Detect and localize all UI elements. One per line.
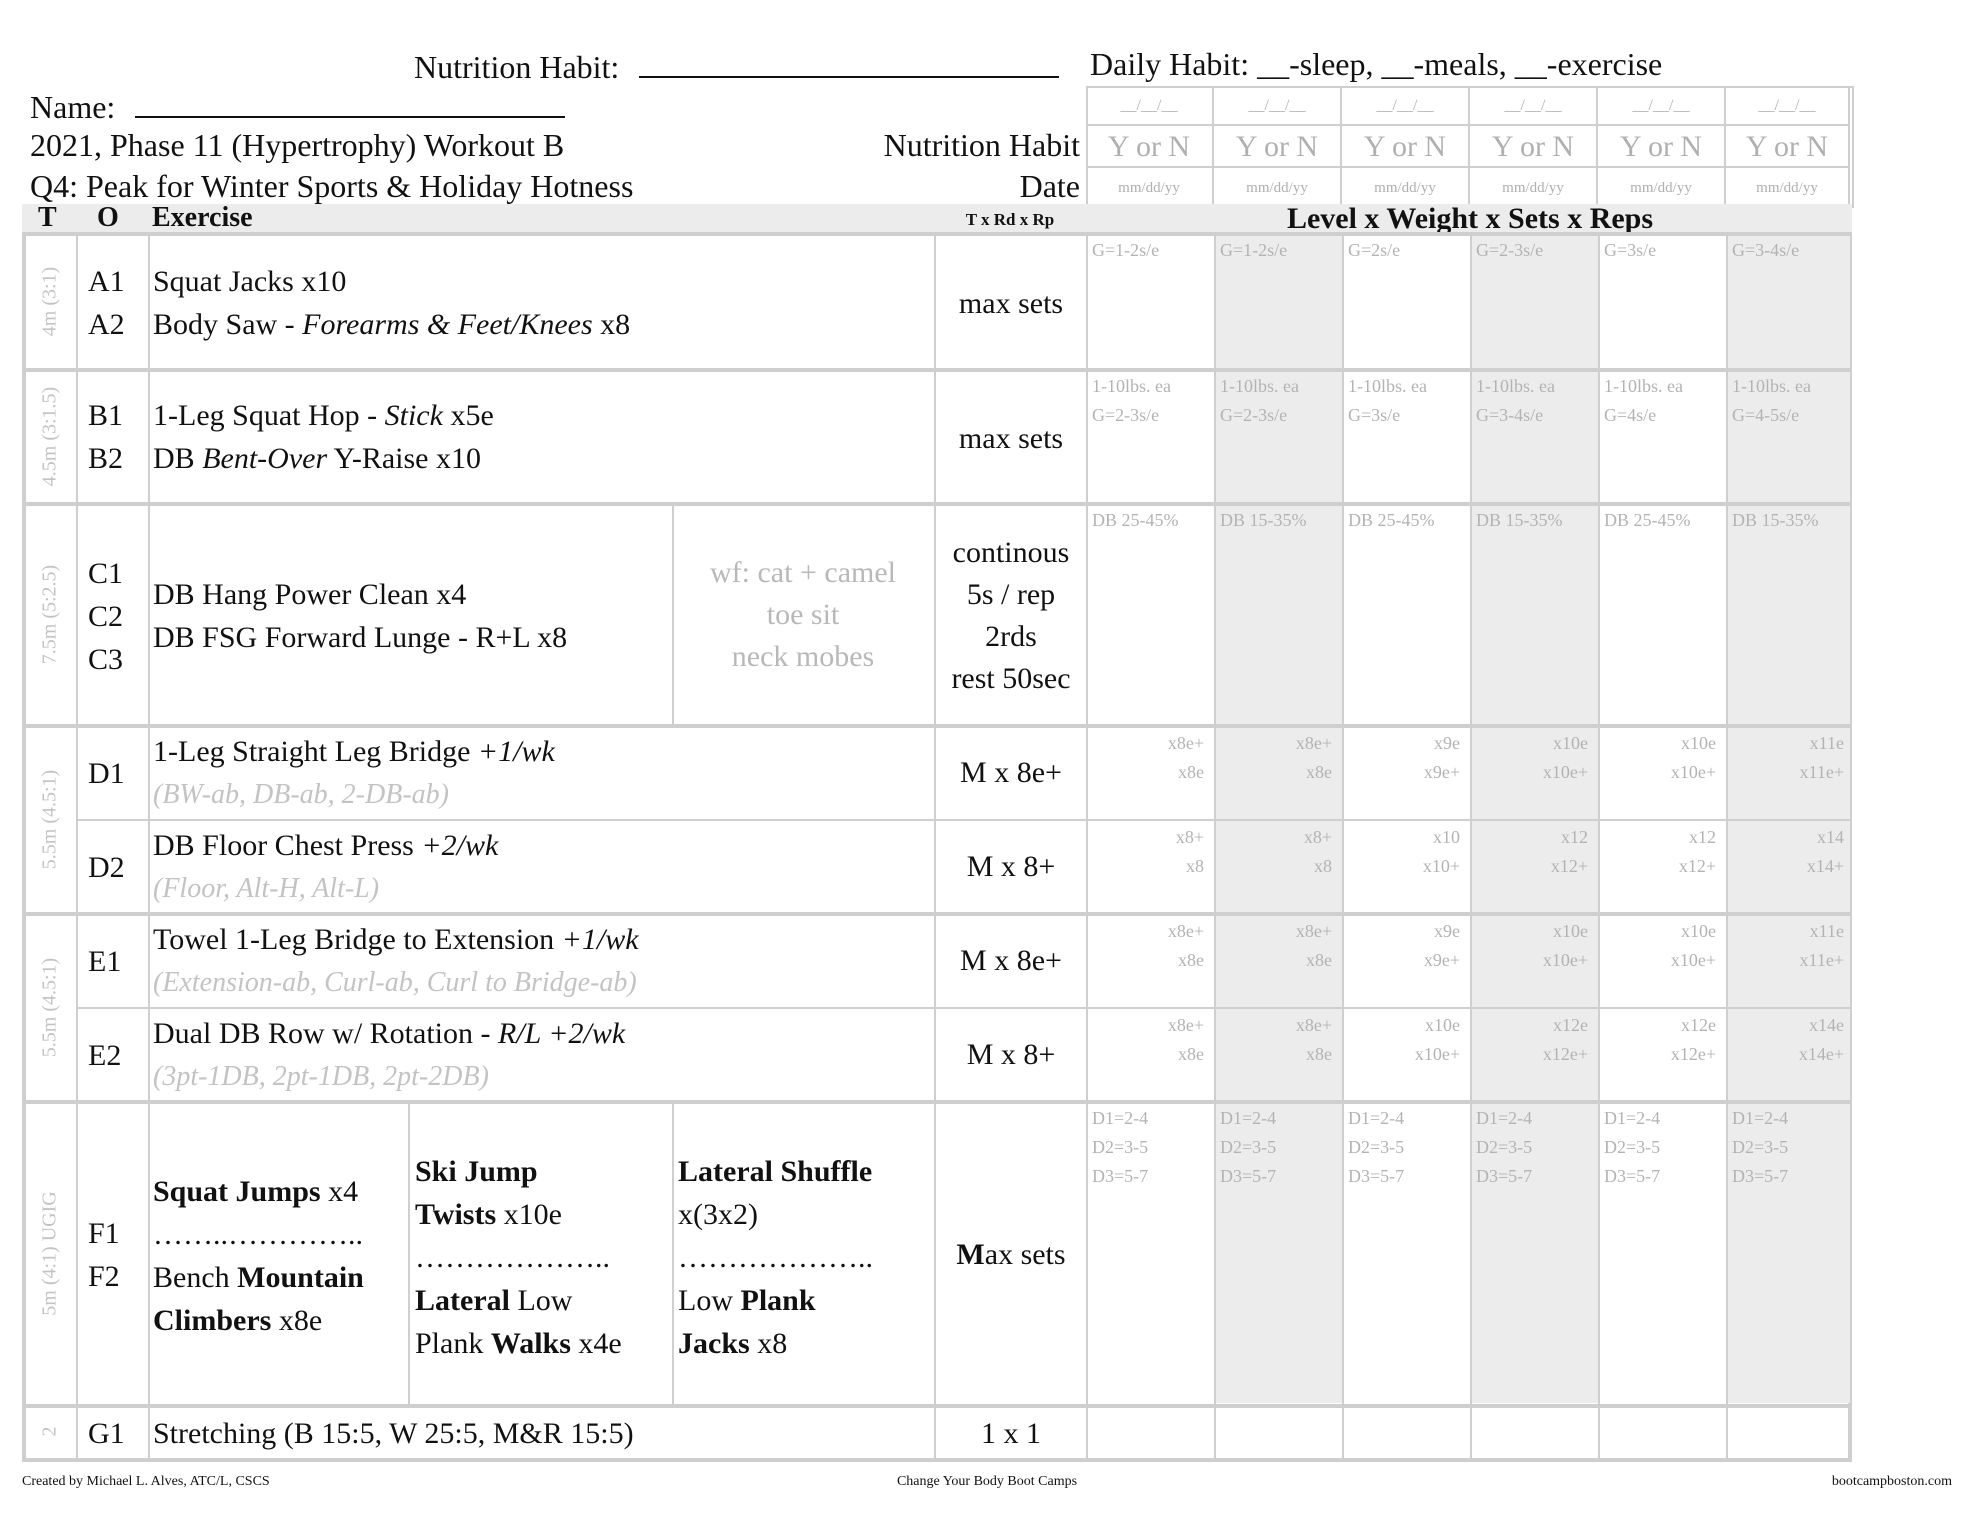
- block-b-week-6-line: 1-10lbs. ea: [1732, 376, 1811, 396]
- block-b-week-1[interactable]: [1092, 372, 1204, 430]
- block-b-week-2-line: 1-10lbs. ea: [1220, 376, 1299, 396]
- exercise-f-col1: Squat Jumps x4 ……..………….. Bench Mountain Climbers x8e: [153, 1175, 364, 1337]
- vline-w4: [1470, 236, 1472, 1458]
- block-d1-week-3[interactable]: [1348, 729, 1460, 787]
- order-f2: F2: [88, 1260, 120, 1293]
- order-f1: F1: [88, 1217, 120, 1250]
- time-block-f: 5m (4:1) UGIG: [38, 1191, 61, 1316]
- block-d2-week-1-line: x8: [1186, 856, 1204, 876]
- block-b-week-6-line: G=4-5s/e: [1732, 405, 1800, 425]
- hline-f-g: [22, 1404, 1852, 1408]
- prescription-c-line-2: 5s / rep: [966, 578, 1056, 611]
- exercise-a1: Squat Jacks x10: [153, 265, 347, 298]
- block-f-week-5-line: D1=2-4: [1604, 1108, 1661, 1128]
- block-e2-week-1-line: x8e: [1178, 1044, 1204, 1064]
- block-e2-week-3-line: x10e+: [1414, 1044, 1460, 1064]
- order-b1: B1: [88, 399, 124, 432]
- workout-title: 2021, Phase 11 (Hypertrophy) Workout B: [30, 127, 565, 163]
- block-d1-week-1-line: x8e+: [1167, 733, 1204, 753]
- time-block-b: 4.5m (3:1.5): [38, 386, 61, 487]
- block-b-week-5[interactable]: [1604, 372, 1716, 430]
- block-e1-week-4[interactable]: [1476, 917, 1588, 975]
- vline-log: [1086, 236, 1088, 1458]
- hline-d-e: [22, 912, 1852, 916]
- block-a-week-2[interactable]: [1220, 236, 1332, 265]
- order-a2: A2: [88, 308, 125, 341]
- exercise-c1: DB Hang Power Clean x4: [153, 578, 467, 611]
- block-e1-week-3-line: x9e+: [1423, 950, 1460, 970]
- exercise-d1-variations: (BW-ab, DB-ab, 2-DB-ab): [153, 779, 449, 810]
- prescription-e2: M x 8+: [966, 1038, 1056, 1071]
- time-block-d: 5.5m (4.5:1): [38, 769, 61, 870]
- block-e2-week-5-line: x12e: [1681, 1015, 1716, 1035]
- week-date-top-3[interactable]: __/__/__: [1342, 86, 1470, 126]
- block-d1-week-5-line: x10e+: [1670, 762, 1716, 782]
- order-g1: G1: [88, 1417, 125, 1450]
- block-d1-week-2-line: x8e+: [1295, 733, 1332, 753]
- nutrition-row-label: Nutrition Habit: [883, 127, 1080, 163]
- block-d1-week-4-line: x10e: [1553, 733, 1588, 753]
- block-c-week-2-line: DB 15-35%: [1220, 510, 1307, 530]
- date-row-label: Date: [1019, 168, 1080, 204]
- warmup-line-3: neck mobes: [731, 640, 875, 673]
- block-b-week-3-line: G=3s/e: [1348, 405, 1401, 425]
- week-date-5[interactable]: mm/dd/yy: [1598, 168, 1726, 208]
- name-label: Name:: [30, 89, 116, 125]
- block-c-week-3-line: DB 25-45%: [1348, 510, 1435, 530]
- block-c-week-1[interactable]: [1092, 506, 1204, 535]
- block-c-week-3[interactable]: [1348, 506, 1460, 535]
- footer-website: bootcampboston.com: [1831, 1474, 1952, 1489]
- block-a-week-2-line: G=1-2s/e: [1220, 240, 1288, 260]
- block-d2-week-5-line: x12+: [1678, 856, 1716, 876]
- exercise-e1: Towel 1-Leg Bridge to Extension +1/wk (Extension-ab, Curl-ab, Curl to Bridge-ab): [153, 918, 639, 1004]
- prescription-d1: M x 8e+: [960, 756, 1062, 789]
- week-nutrition-yn-5[interactable]: Y or N: [1598, 126, 1726, 168]
- name-line: [30, 86, 565, 126]
- block-d2-week-3-line: x10: [1433, 827, 1460, 847]
- week-nutrition-yn-2[interactable]: Y or N: [1214, 126, 1342, 168]
- block-e2-week-4-line: x12e+: [1542, 1044, 1588, 1064]
- block-b-week-5-line: 1-10lbs. ea: [1604, 376, 1683, 396]
- block-c-week-1-line: DB 25-45%: [1092, 510, 1179, 530]
- week-nutrition-yn-6[interactable]: Y or N: [1726, 126, 1850, 168]
- exercise-e1-variations: (Extension-ab, Curl-ab, Curl to Bridge-ab): [153, 967, 637, 998]
- block-a-week-4-line: G=2-3s/e: [1476, 240, 1544, 260]
- week-date-top-4[interactable]: __/__/__: [1470, 86, 1598, 126]
- order-d1: D1: [88, 757, 125, 790]
- vline-exercise: [148, 236, 150, 1458]
- exercise-e2: Dual DB Row w/ Rotation - R/L +2/wk (3pt-1DB, 2pt-1DB, 2pt-2DB): [153, 1012, 625, 1098]
- block-b-week-2[interactable]: [1220, 372, 1332, 430]
- prescription-a: max sets: [958, 287, 1064, 320]
- block-f-week-5-line: D3=5-7: [1604, 1166, 1661, 1186]
- time-block-e: 5.5m (4.5:1): [38, 957, 61, 1058]
- block-a-week-4[interactable]: [1476, 236, 1588, 265]
- order-c: [88, 552, 123, 681]
- col-log: Level x Weight x Sets x Reps: [1286, 202, 1654, 235]
- block-b-week-4[interactable]: [1476, 372, 1588, 430]
- footer-author: Created by Michael L. Alves, ATC/L, CSCS: [22, 1474, 270, 1489]
- order-a1: A1: [88, 265, 125, 298]
- week-date-1[interactable]: mm/dd/yy: [1086, 168, 1214, 208]
- block-d2-week-1[interactable]: [1092, 823, 1204, 881]
- week-nutrition-yn-1[interactable]: Y or N: [1086, 126, 1214, 168]
- vline-w5: [1598, 236, 1600, 1458]
- block-e2-week-6-line: x14e+: [1798, 1044, 1844, 1064]
- block-b-week-4-line: 1-10lbs. ea: [1476, 376, 1555, 396]
- block-e2-week-6-line: x14e: [1809, 1015, 1844, 1035]
- block-d1-week-2-line: x8e: [1306, 762, 1332, 782]
- block-d1-week-4[interactable]: [1476, 729, 1588, 787]
- block-f-week-5-line: D2=3-5: [1604, 1137, 1661, 1157]
- block-a-week-6[interactable]: [1732, 236, 1844, 265]
- exercise-d1: 1-Leg Straight Leg Bridge +1/wk (BW-ab, DB-ab, 2-DB-ab): [153, 730, 555, 816]
- block-e1-week-1-line: x8e+: [1167, 921, 1204, 941]
- col-order: O: [97, 202, 119, 233]
- week-date-top-5[interactable]: __/__/__: [1598, 86, 1726, 126]
- block-e1-week-5[interactable]: [1604, 917, 1716, 975]
- block-e1-week-1[interactable]: [1092, 917, 1204, 975]
- warmup-line-1: wf: cat + camel: [710, 556, 896, 589]
- block-c-week-5-line: DB 25-45%: [1604, 510, 1691, 530]
- exercise-g1: Stretching (B 15:5, W 25:5, M&R 15:5): [153, 1417, 634, 1450]
- prescription-c-line-3: 2rds: [985, 620, 1037, 653]
- block-e2-week-6[interactable]: [1732, 1011, 1844, 1069]
- vline-f-col3: [672, 1104, 674, 1406]
- exercise-c: [153, 573, 567, 659]
- block-d1-week-5-line: x10e: [1681, 733, 1716, 753]
- block-d1-week-4-line: x10e+: [1542, 762, 1588, 782]
- block-e1-week-4-line: x10e+: [1542, 950, 1588, 970]
- vline-order: [76, 236, 78, 1458]
- nutrition-habit-line: [414, 46, 1059, 86]
- block-c-week-6[interactable]: [1732, 506, 1844, 535]
- block-d2-week-6-line: x14: [1817, 827, 1844, 847]
- block-c-week-6-line: DB 15-35%: [1732, 510, 1819, 530]
- order-a: [88, 260, 125, 346]
- block-f-week-2-line: D3=5-7: [1220, 1166, 1277, 1186]
- block-e1-week-6-line: x11e: [1809, 921, 1844, 941]
- order-f: [88, 1212, 120, 1298]
- block-d2-week-5[interactable]: [1604, 823, 1716, 881]
- block-f-week-1[interactable]: [1092, 1104, 1204, 1191]
- block-f-week-3-line: D3=5-7: [1348, 1166, 1405, 1186]
- block-d2-week-4-line: x12: [1561, 827, 1588, 847]
- time-block-a: 4m (3:1): [38, 266, 61, 337]
- order-c1: C1: [88, 557, 124, 590]
- block-d2-week-6[interactable]: [1732, 823, 1844, 881]
- block-f-week-6-line: D3=5-7: [1732, 1166, 1789, 1186]
- block-e1-week-6-line: x11e+: [1799, 950, 1844, 970]
- exercise-d2: DB Floor Chest Press +2/wk (Floor, Alt-H, Alt-L): [153, 824, 498, 910]
- block-e1-week-2-line: x8e: [1306, 950, 1332, 970]
- block-c-week-4-line: DB 15-35%: [1476, 510, 1563, 530]
- week-date-top-6[interactable]: __/__/__: [1726, 86, 1850, 126]
- block-a-week-5-line: G=3s/e: [1604, 240, 1657, 260]
- block-b-week-5-line: G=4s/e: [1604, 405, 1657, 425]
- exercise-d2-variations: (Floor, Alt-H, Alt-L): [153, 873, 380, 904]
- block-a-week-3-line: G=2s/e: [1348, 240, 1401, 260]
- block-e2-week-1[interactable]: [1092, 1011, 1204, 1069]
- prescription-g: 1 x 1: [981, 1417, 1041, 1450]
- hline-d1-d2: [76, 819, 1852, 821]
- block-f-week-4-line: D1=2-4: [1476, 1108, 1533, 1128]
- block-d1-week-1[interactable]: [1092, 729, 1204, 787]
- daily-habit-label: Daily Habit: __-sleep, __-meals, __-exercise: [1090, 46, 1663, 82]
- block-b-week-3[interactable]: [1348, 372, 1460, 430]
- week-date-3[interactable]: mm/dd/yy: [1342, 168, 1470, 208]
- hline-c-d: [22, 724, 1852, 728]
- block-d2-week-4[interactable]: [1476, 823, 1588, 881]
- block-d2-week-3[interactable]: [1348, 823, 1460, 881]
- vline-w6: [1726, 236, 1728, 1458]
- block-b-week-1-line: G=2-3s/e: [1092, 405, 1160, 425]
- block-f-week-2[interactable]: [1220, 1104, 1332, 1191]
- exercise-a2: Body Saw - Forearms & Feet/Knees x8: [153, 308, 631, 341]
- block-e1-week-2[interactable]: [1220, 917, 1332, 975]
- block-a-week-6-line: G=3-4s/e: [1732, 240, 1800, 260]
- order-b2: B2: [88, 442, 124, 475]
- block-e1-week-2-line: x8e+: [1295, 921, 1332, 941]
- exercise-c2: DB FSG Forward Lunge - R+L x8: [153, 621, 568, 654]
- prescription-c-line-4: rest 50sec: [951, 662, 1071, 695]
- week-date-top-1[interactable]: __/__/__: [1086, 86, 1214, 126]
- block-f-week-3[interactable]: [1348, 1104, 1460, 1191]
- block-f-week-2-line: D1=2-4: [1220, 1108, 1277, 1128]
- week-date-2[interactable]: mm/dd/yy: [1214, 168, 1342, 208]
- block-d2-week-2-line: x8: [1314, 856, 1332, 876]
- block-f-week-2-line: D2=3-5: [1220, 1137, 1277, 1157]
- prescription-c: [936, 532, 1086, 700]
- hline-e1-e2: [76, 1007, 1852, 1009]
- block-d1-week-3-line: x9e+: [1423, 762, 1460, 782]
- block-d2-week-1-line: x8+: [1175, 827, 1204, 847]
- block-d2-week-2-line: x8+: [1303, 827, 1332, 847]
- order-e1: E1: [88, 945, 122, 978]
- block-e2-week-2-line: x8e+: [1295, 1015, 1332, 1035]
- block-d1-week-1-line: x8e: [1178, 762, 1204, 782]
- prescription-c-line-1: continous: [952, 536, 1070, 569]
- warmup-c: [674, 552, 932, 678]
- block-f-week-6[interactable]: [1732, 1104, 1844, 1191]
- exercise-b1: 1-Leg Squat Hop - Stick x5e: [153, 399, 494, 432]
- block-e1-week-5-line: x10e+: [1670, 950, 1716, 970]
- block-d1-week-6-line: x11e+: [1799, 762, 1844, 782]
- exercise-b: [153, 394, 494, 480]
- block-f-week-3-line: D2=3-5: [1348, 1137, 1405, 1157]
- block-d2-week-3-line: x10+: [1422, 856, 1460, 876]
- col-exercise: Exercise: [152, 202, 253, 233]
- prescription-b: max sets: [958, 422, 1064, 455]
- block-e2-week-4-line: x12e: [1553, 1015, 1588, 1035]
- block-f-week-6-line: D2=3-5: [1732, 1137, 1789, 1157]
- col-prescription: T x Rd x Rp: [965, 210, 1055, 229]
- block-b-week-3-line: 1-10lbs. ea: [1348, 376, 1427, 396]
- block-d2-week-5-line: x12: [1689, 827, 1716, 847]
- block-a-week-1[interactable]: [1092, 236, 1204, 265]
- block-e2-week-2[interactable]: [1220, 1011, 1332, 1069]
- exercise-f-col2: Ski Jump Twists x10e ……………….. Lateral Low Plank Walks x4e: [415, 1155, 622, 1360]
- nutrition-habit-blank[interactable]: [639, 46, 1059, 78]
- name-blank[interactable]: [135, 86, 565, 118]
- exercise-b2: DB Bent-Over Y-Raise x10: [153, 442, 481, 475]
- block-d1-week-2[interactable]: [1220, 729, 1332, 787]
- block-f-week-4-line: D3=5-7: [1476, 1166, 1533, 1186]
- block-e2-week-2-line: x8e: [1306, 1044, 1332, 1064]
- exercise-f-col3: Lateral Shuffle x(3x2) ……………….. Low Plank Jacks x8: [678, 1155, 873, 1360]
- block-b-week-1-line: 1-10lbs. ea: [1092, 376, 1171, 396]
- block-d1-week-3-line: x9e: [1434, 733, 1460, 753]
- block-f-week-1-line: D3=5-7: [1092, 1166, 1149, 1186]
- block-e1-week-3-line: x9e: [1434, 921, 1460, 941]
- prescription-e1: M x 8e+: [960, 944, 1062, 977]
- block-b-week-6[interactable]: [1732, 372, 1844, 430]
- block-e1-week-1-line: x8e: [1178, 950, 1204, 970]
- block-e2-week-3-line: x10e: [1425, 1015, 1460, 1035]
- block-e2-week-5[interactable]: [1604, 1011, 1716, 1069]
- time-block-g: 2: [38, 1426, 61, 1437]
- block-d1-week-6[interactable]: [1732, 729, 1844, 787]
- block-e1-week-4-line: x10e: [1553, 921, 1588, 941]
- block-a-week-1-line: G=1-2s/e: [1092, 240, 1160, 260]
- block-c-week-2[interactable]: [1220, 506, 1332, 535]
- block-e1-week-6[interactable]: [1732, 917, 1844, 975]
- block-d2-week-2[interactable]: [1220, 823, 1332, 881]
- block-b-week-4-line: G=3-4s/e: [1476, 405, 1544, 425]
- quarter-goal: Q4: Peak for Winter Sports & Holiday Hotness: [30, 168, 634, 204]
- vline-w2: [1214, 236, 1216, 1458]
- block-f-week-1-line: D2=3-5: [1092, 1137, 1149, 1157]
- block-f-week-4[interactable]: [1476, 1104, 1588, 1191]
- exercise-e2-variations: (3pt-1DB, 2pt-1DB, 2pt-2DB): [153, 1061, 489, 1092]
- week-date-top-2[interactable]: __/__/__: [1214, 86, 1342, 126]
- vline-f-col2: [408, 1104, 410, 1406]
- time-block-c: 7.5m (5:2.5): [38, 564, 61, 665]
- order-c3: C3: [88, 643, 124, 676]
- week-nutrition-yn-4[interactable]: Y or N: [1470, 126, 1598, 168]
- block-c-week-4[interactable]: [1476, 506, 1588, 535]
- week-date-4[interactable]: mm/dd/yy: [1470, 168, 1598, 208]
- vline-w3: [1342, 236, 1344, 1458]
- nutrition-habit-label: Nutrition Habit:: [414, 49, 620, 85]
- footer-company: Change Your Body Boot Camps: [896, 1474, 1078, 1489]
- block-e2-week-4[interactable]: [1476, 1011, 1588, 1069]
- order-d2: D2: [88, 851, 125, 884]
- block-e1-week-3[interactable]: [1348, 917, 1460, 975]
- block-d2-week-6-line: x14+: [1806, 856, 1844, 876]
- week-nutrition-yn-3[interactable]: Y or N: [1342, 126, 1470, 168]
- block-e2-week-5-line: x12e+: [1670, 1044, 1716, 1064]
- block-c-week-5[interactable]: [1604, 506, 1716, 535]
- block-f-week-1-line: D1=2-4: [1092, 1108, 1149, 1128]
- block-f-week-4-line: D2=3-5: [1476, 1137, 1533, 1157]
- block-d1-week-6-line: x11e: [1809, 733, 1844, 753]
- block-f-week-6-line: D1=2-4: [1732, 1108, 1789, 1128]
- prescription-f: Max sets: [956, 1238, 1066, 1271]
- block-d2-week-4-line: x12+: [1550, 856, 1588, 876]
- prescription-d2: M x 8+: [966, 850, 1056, 883]
- warmup-line-2: toe sit: [766, 598, 840, 631]
- block-a-week-3[interactable]: [1348, 236, 1460, 265]
- col-time: T: [38, 202, 57, 233]
- block-d1-week-5[interactable]: [1604, 729, 1716, 787]
- order-e2: E2: [88, 1039, 122, 1072]
- block-b-week-2-line: G=2-3s/e: [1220, 405, 1288, 425]
- block-e2-week-3[interactable]: [1348, 1011, 1460, 1069]
- block-f-week-5[interactable]: [1604, 1104, 1716, 1191]
- order-b: [88, 394, 123, 480]
- block-a-week-5[interactable]: [1604, 236, 1716, 265]
- block-e2-week-1-line: x8e+: [1167, 1015, 1204, 1035]
- block-f-week-3-line: D1=2-4: [1348, 1108, 1405, 1128]
- week-date-6[interactable]: mm/dd/yy: [1726, 168, 1850, 208]
- exercise-a: [153, 260, 630, 346]
- block-e1-week-5-line: x10e: [1681, 921, 1716, 941]
- order-c2: C2: [88, 600, 124, 633]
